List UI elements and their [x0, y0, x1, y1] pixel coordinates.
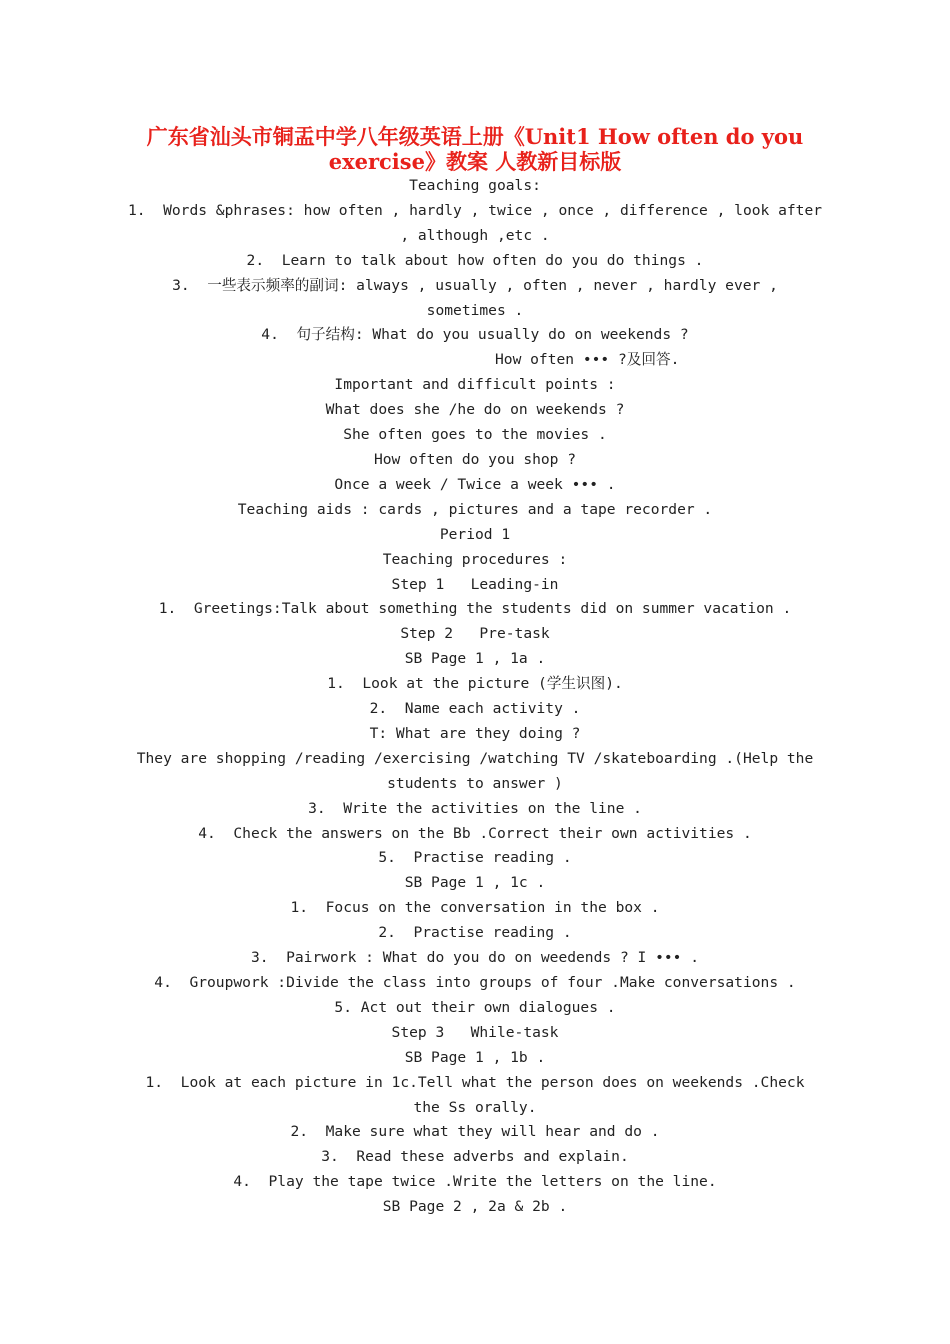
text-line: 3. Read these adverbs and explain. — [321, 1148, 629, 1166]
text-line: , although ,etc . — [400, 226, 550, 244]
step-heading: Step 2 Pre-task — [400, 625, 550, 643]
text-line: 3. Write the activities on the line . — [308, 799, 642, 817]
text-line: 4. Check the answers on the Bb .Correct their own activities . — [198, 824, 752, 842]
text-line: 4. Groupwork :Divide the class into groups of four .Make conversations . — [154, 974, 796, 991]
text-line: 2. Practise reading . — [378, 924, 572, 942]
text-line: 5. Practise reading . — [378, 849, 572, 867]
text-line: 1. Greetings:Talk about something the students did on summer vacation . — [158, 600, 792, 618]
text-line: 1. Focus on the conversation in the box . — [290, 899, 660, 917]
text-line: 5. Act out their own dialogues . — [334, 998, 616, 1016]
step-heading: Step 3 While-task — [391, 1023, 559, 1041]
text-line: She often goes to the movies . — [343, 426, 607, 444]
text-line: They are shopping /reading /exercising /watching TV /skateboarding .(Help the — [136, 749, 814, 767]
text-line: 2. Learn to talk about how often do you do things . — [246, 251, 704, 269]
text-line: 2. Name each activity . — [369, 700, 581, 718]
step-heading: Step 1 Leading-in — [391, 575, 559, 593]
section-heading: Important and difficult points : — [334, 376, 616, 394]
text-line: 3. Pairwork : What do you do on weedends ? I ••• . — [250, 949, 700, 967]
text-line: T: What are they doing ? — [369, 724, 581, 742]
text-line: SB Page 1 , 1b . — [404, 1048, 546, 1066]
text-line: What does she /he do on weekends ? — [325, 401, 625, 419]
section-heading: Period 1 — [439, 525, 511, 543]
text-line: 1. Words &phrases: how often , hardly , twice , once , difference , look after — [127, 201, 823, 219]
text-line: 4. Play the tape twice .Write the letters on the line. — [233, 1173, 717, 1191]
text-line: Once a week / Twice a week ••• . — [334, 475, 616, 493]
text-line: 1. Look at each picture in 1c.Tell what the person does on weekends .Check — [145, 1073, 805, 1091]
text-line: SB Page 1 , 1a . — [404, 650, 546, 668]
text-line: the Ss orally. — [413, 1098, 537, 1116]
text-line: 1. Look at the picture (学生识图). — [327, 675, 623, 693]
text-line: How often do you shop ? — [373, 450, 577, 468]
text-line: SB Page 2 , 2a & 2b . — [382, 1198, 568, 1216]
text-line: SB Page 1 , 1c . — [404, 874, 546, 892]
text-line: students to answer ) — [387, 774, 563, 792]
text-line: 3. 一些表示频率的副词: always , usually , often , never , hardly ever , — [172, 276, 778, 294]
section-heading: Teaching procedures : — [382, 550, 568, 568]
text-line: Teaching goals: — [409, 177, 541, 194]
text-line: Teaching aids : cards , pictures and a tape recorder . — [237, 500, 713, 518]
text-line: 4. 句子结构: What do you usually do on weekends ? — [261, 326, 689, 344]
text-line: 2. Make sure what they will hear and do . — [290, 1123, 660, 1141]
document-title: 广东省汕头市铜盂中学八年级英语上册《Unit1 How often do you exercise》教案 人教新目标版 — [146, 124, 804, 174]
text-line: sometimes . — [426, 301, 524, 319]
lesson-plan-body — [120, 174, 830, 1220]
text-line: How often ••• ?及回答. — [495, 351, 680, 369]
